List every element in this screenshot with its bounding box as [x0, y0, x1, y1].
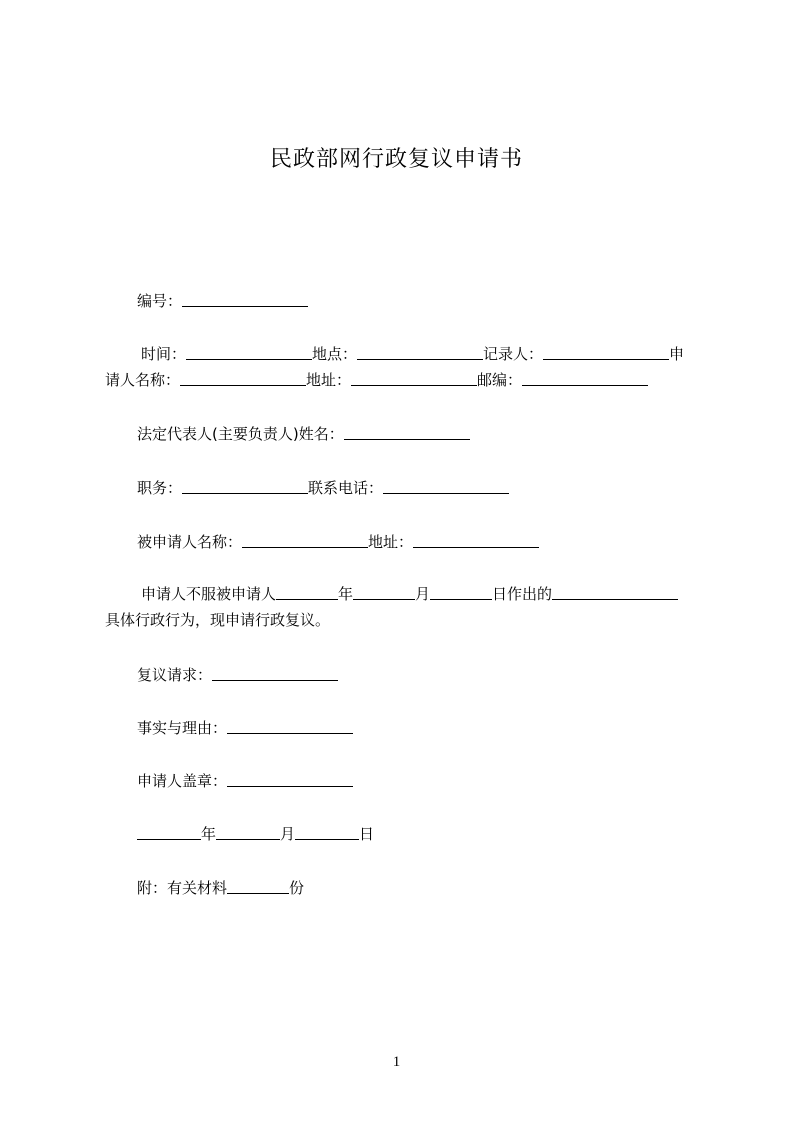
- date-year: 年: [201, 825, 217, 843]
- applicant-line: [105, 368, 648, 392]
- document-title: 民政部网行政复议申请书: [269, 147, 523, 172]
- postcode-blank[interactable]: [522, 369, 648, 386]
- applicant-prefix: 申: [669, 345, 685, 363]
- statement-month: 月: [415, 585, 431, 603]
- time-blank[interactable]: [186, 343, 312, 360]
- position-blank[interactable]: [182, 477, 308, 494]
- number-line: [137, 289, 308, 313]
- legal-rep-label: 法定代表人(主要负责人)姓名：: [137, 425, 344, 443]
- place-label: 地点：: [312, 345, 358, 363]
- request-label: 复议请求：: [137, 666, 213, 684]
- respondent-name-blank[interactable]: [242, 531, 368, 548]
- date-day: 日: [359, 825, 375, 843]
- position-line: [137, 476, 509, 500]
- date-month-blank[interactable]: [216, 823, 280, 840]
- respondent-line: [137, 530, 539, 554]
- attachment-label: 附：有关材料: [137, 879, 228, 897]
- facts-line: [137, 716, 353, 740]
- legal-rep-line: [137, 422, 470, 446]
- place-blank[interactable]: [357, 343, 483, 360]
- statement-act-blank[interactable]: [552, 583, 678, 600]
- applicant-address-blank[interactable]: [351, 369, 477, 386]
- seal-blank[interactable]: [227, 770, 353, 787]
- postcode-label: 邮编：: [477, 371, 523, 389]
- respondent-address-blank[interactable]: [413, 531, 539, 548]
- statement-line-2: [105, 608, 330, 632]
- statement-part2: 具体行政行为，现申请行政复议。: [105, 611, 331, 629]
- attachment-line: [137, 876, 304, 900]
- date-month: 月: [280, 825, 296, 843]
- request-blank[interactable]: [212, 664, 338, 681]
- facts-label: 事实与理由：: [137, 719, 228, 737]
- recorder-label: 记录人：: [483, 345, 544, 363]
- date-line: [137, 822, 374, 846]
- time-label: 时间：: [141, 345, 187, 363]
- statement-year-blank[interactable]: [353, 583, 415, 600]
- respondent-name-label: 被申请人名称：: [137, 533, 243, 551]
- statement-month-blank[interactable]: [430, 583, 492, 600]
- request-line: [137, 663, 338, 687]
- applicant-address-label: 地址：: [306, 371, 352, 389]
- statement-line-1: [141, 582, 678, 606]
- recorder-blank[interactable]: [543, 343, 669, 360]
- statement-year: 年: [338, 585, 354, 603]
- applicant-name-blank[interactable]: [180, 369, 306, 386]
- phone-label: 联系电话：: [308, 479, 384, 497]
- facts-blank[interactable]: [227, 717, 353, 734]
- legal-rep-blank[interactable]: [344, 423, 470, 440]
- page-number: 1: [392, 1054, 401, 1070]
- time-line: [141, 342, 684, 366]
- phone-blank[interactable]: [383, 477, 509, 494]
- attachment-unit: 份: [289, 879, 305, 897]
- statement-respondent-blank[interactable]: [276, 583, 338, 600]
- respondent-address-label: 地址：: [368, 533, 414, 551]
- date-day-blank[interactable]: [295, 823, 359, 840]
- applicant-name-label: 请人名称：: [105, 371, 181, 389]
- statement-day-made: 日作出的: [492, 585, 553, 603]
- seal-label: 申请人盖章：: [137, 772, 228, 790]
- statement-part1: 申请人不服被申请人: [141, 585, 277, 603]
- position-label: 职务：: [137, 479, 183, 497]
- number-blank[interactable]: [182, 290, 308, 307]
- seal-line: [137, 769, 353, 793]
- number-label: 编号：: [137, 292, 183, 310]
- date-year-blank[interactable]: [137, 823, 201, 840]
- attachment-count-blank[interactable]: [227, 877, 289, 894]
